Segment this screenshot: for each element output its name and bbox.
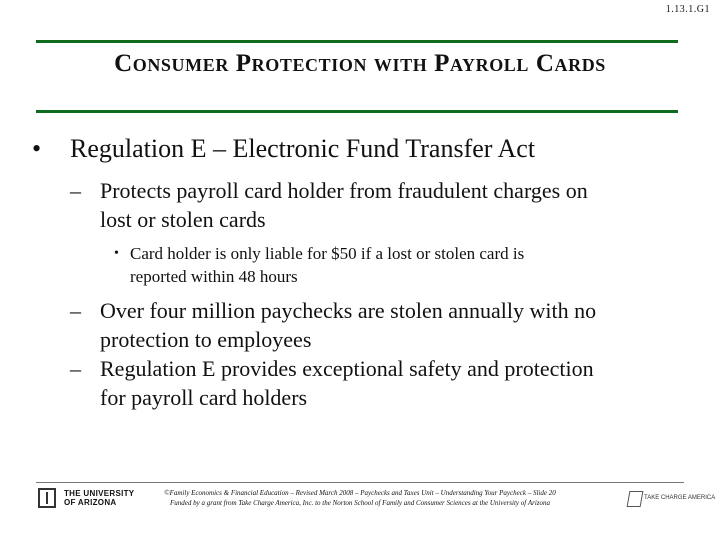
university-of-arizona-logo [38,488,158,510]
sub-bullet-line: for payroll card holders [100,385,308,410]
sub-bullet-line: Protects payroll card holder from fraudulent charges on [100,178,588,203]
sub-sub-bullet-line: Card holder is only liable for $50 if a lost or stolen card is [130,244,525,263]
sub-bullet-stolen-paychecks [30,296,690,354]
take-charge-america-logo [628,488,716,512]
sub-bullet-safety [30,354,690,412]
university-logo-text [64,489,134,507]
logo-line: OF ARIZONA [64,498,117,507]
sub-sub-bullet-line: reported within 48 hours [130,267,298,286]
arizona-a-icon [38,488,56,508]
dash-icon: – [70,178,81,203]
footer-rule [36,482,684,483]
tca-emblem-icon [627,491,644,507]
footer-credits [145,488,575,508]
footer-line: Funded by a grant from Take Charge America, Inc. to the Norton School of Family and Consumer Sciences at the University of Arizona [169,499,551,507]
sub-sub-bullet-liability [30,242,690,288]
tca-logo-text: TAKE CHARGE AMERICA [644,495,716,501]
slide-id: 1.13.1.G1 [665,4,710,15]
footer-line: ©Family Economics & Financial Education – Revised March 2008 – Paychecks and Taxes Unit – Understanding Your Paycheck – Slide 20 [164,489,556,497]
sub-bullet-line: protection to employees [100,327,312,352]
sub-bullet-line: lost or stolen cards [100,207,266,232]
bullet-regulation-e [30,134,690,164]
slide-content [30,134,690,412]
sub-bullet-line: Regulation E provides exceptional safety and protection [100,356,594,381]
bullet-text: Regulation E – Electronic Fund Transfer Act [70,134,536,163]
dash-icon: – [70,356,81,381]
sub-bullet-line: Over four million paychecks are stolen annually with no [100,298,597,323]
bullet-dot-icon: • [114,246,119,261]
title-top-rule [36,40,678,43]
dash-icon: – [70,298,81,323]
sub-bullet-protects [30,176,690,234]
logo-line: THE UNIVERSITY [64,489,135,498]
bullet-dot-icon: • [32,134,42,163]
title-bottom-rule [36,110,678,113]
slide-title: Consumer Protection with Payroll Cards [114,50,606,77]
